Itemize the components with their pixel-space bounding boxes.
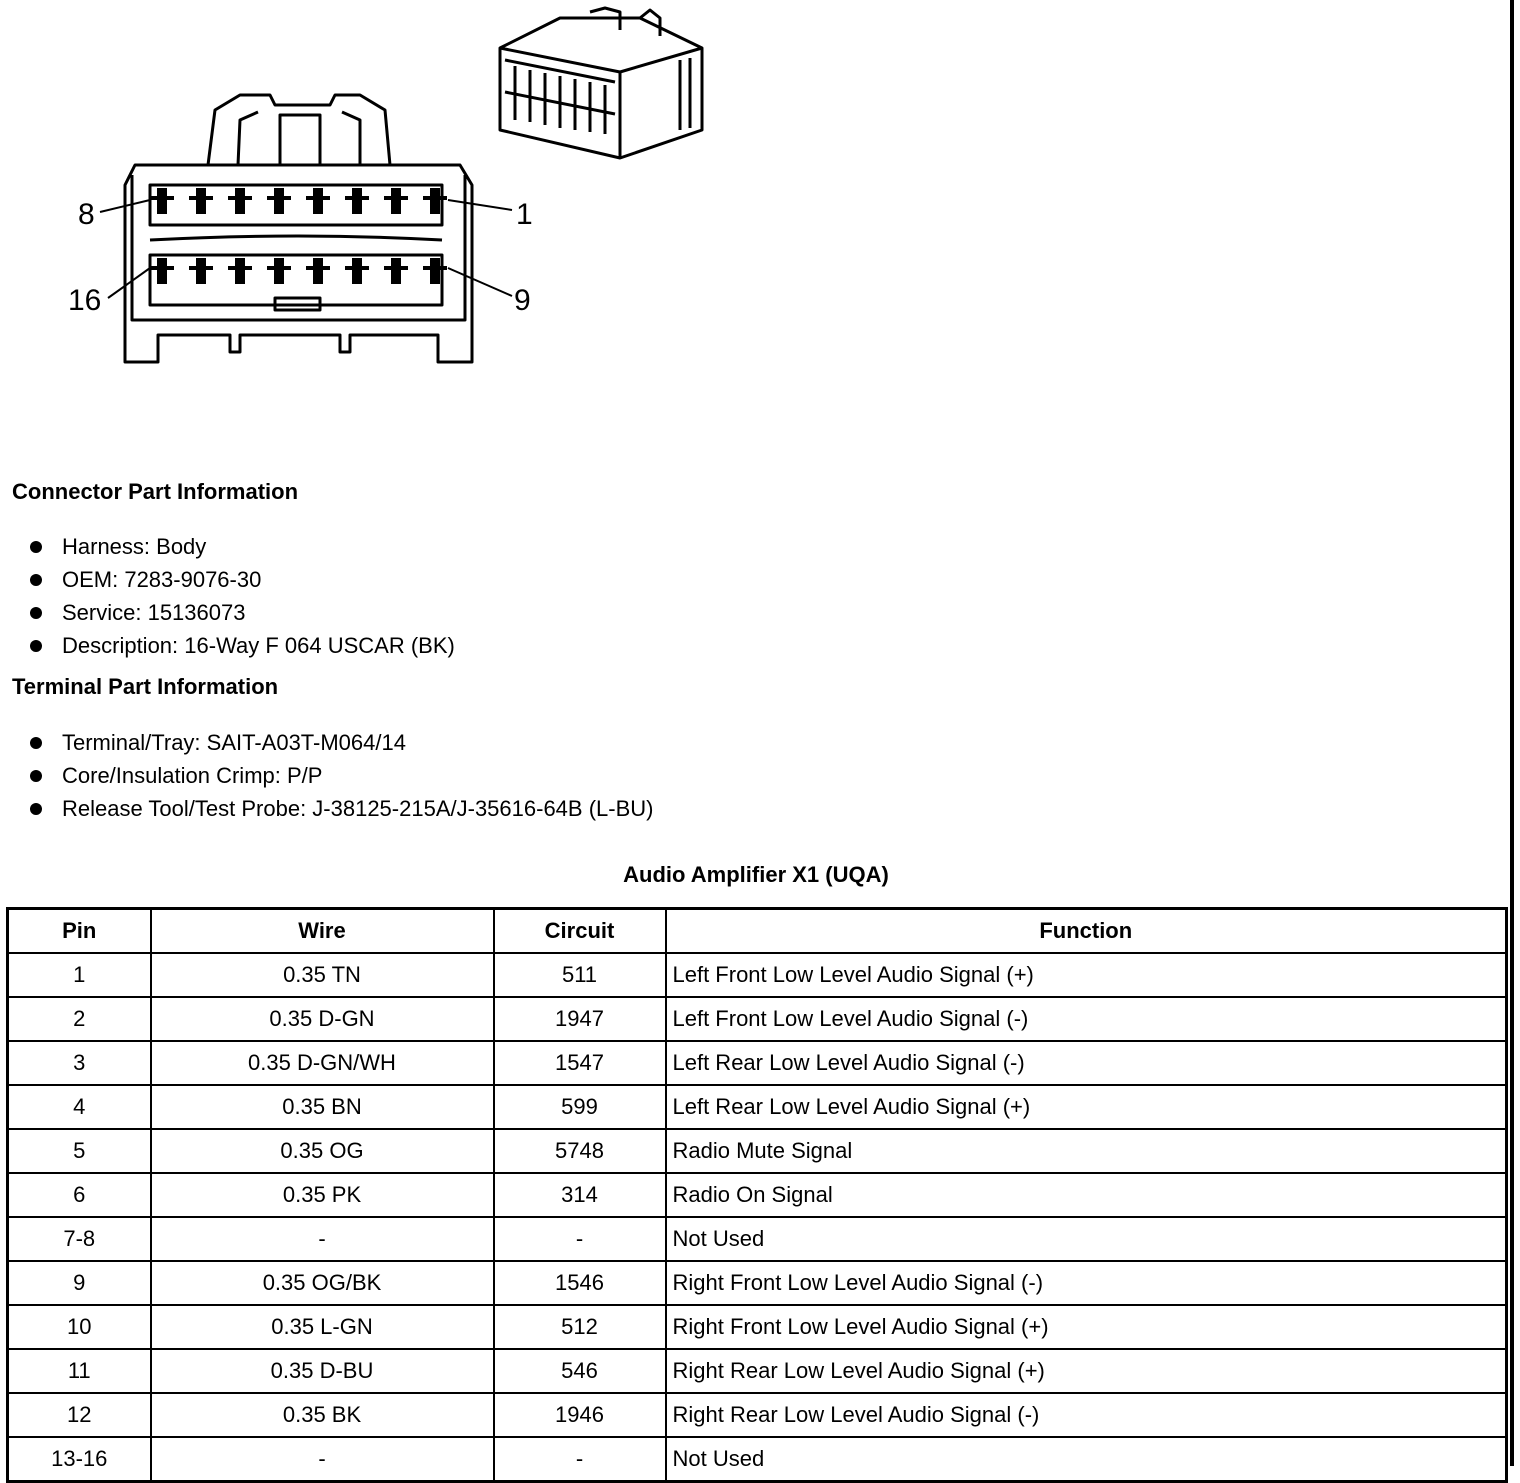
table-row (8, 1173, 1507, 1217)
connector-info-title: Connector Part Information (12, 479, 299, 504)
header-function: Function (666, 909, 1507, 954)
terminal-cavity (391, 188, 401, 214)
terminal-latch (189, 266, 213, 270)
terminal-cavity (391, 258, 401, 284)
circuit-cell: 546 (494, 1349, 666, 1393)
function-cell: Left Rear Low Level Audio Signal (+) (666, 1085, 1507, 1129)
wire-cell: 0.35 OG (151, 1129, 494, 1173)
connector-info-item: Description: 16-Way F 064 USCAR (BK) (28, 629, 455, 662)
pin-cell: 13-16 (8, 1437, 151, 1482)
pin-cell: 11 (8, 1349, 151, 1393)
terminal-latch (423, 196, 447, 200)
terminal-cavity (157, 188, 167, 214)
terminal-latch (267, 196, 291, 200)
function-cell: Right Front Low Level Audio Signal (+) (666, 1305, 1507, 1349)
page-right-border (1510, 0, 1514, 1466)
function-cell: Left Rear Low Level Audio Signal (-) (666, 1041, 1507, 1085)
circuit-cell: 511 (494, 953, 666, 997)
connector-diagram (60, 0, 760, 380)
terminal-cavity (196, 188, 206, 214)
circuit-cell: 5748 (494, 1129, 666, 1173)
wire-cell: 0.35 L-GN (151, 1305, 494, 1349)
connector-info-item: Service: 15136073 (28, 596, 455, 629)
pin-cell: 12 (8, 1393, 151, 1437)
bullet-icon (30, 574, 42, 586)
function-cell: Radio Mute Signal (666, 1129, 1507, 1173)
terminal-latch (306, 196, 330, 200)
pin-cell: 5 (8, 1129, 151, 1173)
wire-cell: 0.35 D-GN (151, 997, 494, 1041)
header-circuit: Circuit (494, 909, 666, 954)
connector-3d-view (500, 8, 702, 158)
terminal-cavity (196, 258, 206, 284)
terminal-cavity (235, 188, 245, 214)
terminal-latch (345, 266, 369, 270)
function-cell: Radio On Signal (666, 1173, 1507, 1217)
table-row (8, 1305, 1507, 1349)
terminal-latch (150, 266, 174, 270)
terminal-latch (384, 266, 408, 270)
circuit-cell: 512 (494, 1305, 666, 1349)
table-header-row (8, 909, 1507, 954)
terminal-cavity (430, 258, 440, 284)
pin-cell: 3 (8, 1041, 151, 1085)
circuit-cell: 1947 (494, 997, 666, 1041)
circuit-cell: - (494, 1437, 666, 1482)
bullet-icon (30, 541, 42, 553)
table-row (8, 1261, 1507, 1305)
table-row (8, 1085, 1507, 1129)
terminal-cavity (352, 258, 362, 284)
wire-cell: - (151, 1217, 494, 1261)
table-row (8, 997, 1507, 1041)
pin-label-9: 9 (514, 284, 531, 317)
pin-label-8: 8 (78, 198, 95, 231)
table-row (8, 1041, 1507, 1085)
bullet-icon (30, 640, 42, 652)
bullet-icon (30, 737, 42, 749)
terminal-latch (150, 196, 174, 200)
circuit-cell: 1546 (494, 1261, 666, 1305)
wire-cell: 0.35 BK (151, 1393, 494, 1437)
circuit-cell: - (494, 1217, 666, 1261)
terminal-info-list (28, 726, 653, 825)
function-cell: Left Front Low Level Audio Signal (-) (666, 997, 1507, 1041)
table-row (8, 1129, 1507, 1173)
terminal-latch (228, 196, 252, 200)
terminal-cavity (352, 188, 362, 214)
terminal-info-item: Core/Insulation Crimp: P/P (28, 759, 653, 792)
wire-cell: 0.35 PK (151, 1173, 494, 1217)
circuit-cell: 1946 (494, 1393, 666, 1437)
terminal-cavity (274, 258, 284, 284)
pin-cell: 1 (8, 953, 151, 997)
bullet-icon (30, 803, 42, 815)
wire-cell: 0.35 TN (151, 953, 494, 997)
terminal-latch (423, 266, 447, 270)
circuit-cell: 599 (494, 1085, 666, 1129)
header-pin: Pin (8, 909, 151, 954)
function-cell: Not Used (666, 1437, 1507, 1482)
wire-cell: 0.35 BN (151, 1085, 494, 1129)
pin-cell: 10 (8, 1305, 151, 1349)
terminal-latch (345, 196, 369, 200)
terminal-latch (189, 196, 213, 200)
pin-label-1: 1 (516, 198, 533, 231)
terminal-cavity (235, 258, 245, 284)
connector-info-list (28, 530, 455, 662)
terminal-cavity (157, 258, 167, 284)
table-title: Audio Amplifier X1 (UQA) (623, 862, 889, 887)
table-row (8, 953, 1507, 997)
terminal-info-item: Release Tool/Test Probe: J-38125-215A/J-35616-64B (L-BU) (28, 792, 653, 825)
table-row (8, 1393, 1507, 1437)
table-row (8, 1349, 1507, 1393)
wire-cell: - (151, 1437, 494, 1482)
terminal-latch (228, 266, 252, 270)
pin-cell: 7-8 (8, 1217, 151, 1261)
terminal-info-item: Terminal/Tray: SAIT-A03T-M064/14 (28, 726, 653, 759)
pin-cell: 6 (8, 1173, 151, 1217)
function-cell: Right Front Low Level Audio Signal (-) (666, 1261, 1507, 1305)
function-cell: Not Used (666, 1217, 1507, 1261)
function-cell: Left Front Low Level Audio Signal (+) (666, 953, 1507, 997)
wire-cell: 0.35 OG/BK (151, 1261, 494, 1305)
table-row (8, 1437, 1507, 1482)
wire-cell: 0.35 D-BU (151, 1349, 494, 1393)
terminal-cavity (274, 188, 284, 214)
pin-label-16: 16 (68, 284, 102, 317)
bullet-icon (30, 607, 42, 619)
terminal-latch (267, 266, 291, 270)
terminal-latch (306, 266, 330, 270)
wire-cell: 0.35 D-GN/WH (151, 1041, 494, 1085)
terminal-cavity (430, 188, 440, 214)
pin-cell: 4 (8, 1085, 151, 1129)
function-cell: Right Rear Low Level Audio Signal (+) (666, 1349, 1507, 1393)
bullet-icon (30, 770, 42, 782)
connector-info-item: Harness: Body (28, 530, 455, 563)
function-cell: Right Rear Low Level Audio Signal (-) (666, 1393, 1507, 1437)
connector-front-view (125, 95, 472, 362)
circuit-cell: 1547 (494, 1041, 666, 1085)
table-row (8, 1217, 1507, 1261)
terminal-cavity (313, 258, 323, 284)
circuit-cell: 314 (494, 1173, 666, 1217)
terminal-cavity (313, 188, 323, 214)
pinout-table (6, 907, 1508, 1483)
terminal-latch (384, 196, 408, 200)
pin-cell: 2 (8, 997, 151, 1041)
connector-info-item: OEM: 7283-9076-30 (28, 563, 455, 596)
pin-cell: 9 (8, 1261, 151, 1305)
header-wire: Wire (151, 909, 494, 954)
terminal-info-title: Terminal Part Information (12, 674, 279, 699)
